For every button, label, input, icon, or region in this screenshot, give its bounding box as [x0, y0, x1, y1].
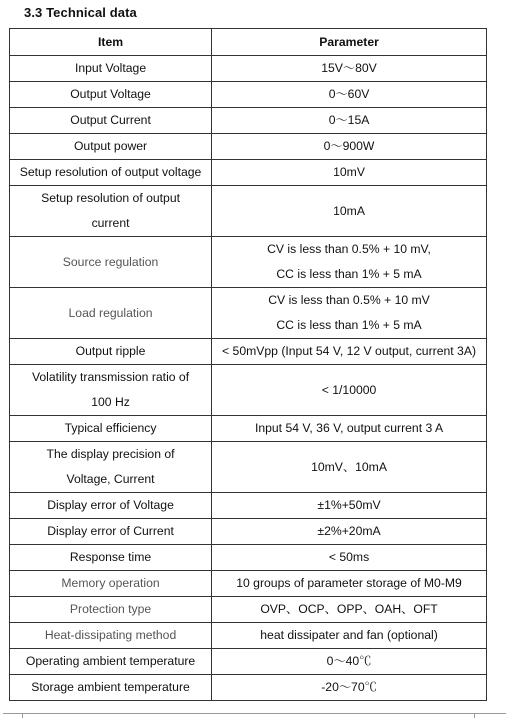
- parameter-cell: 10 groups of parameter storage of M0-M9: [212, 571, 487, 597]
- table-row: [10, 339, 487, 365]
- page-corner-mark-left: [22, 713, 23, 718]
- item-cell: Output Voltage: [10, 82, 212, 108]
- item-cell: [10, 442, 212, 493]
- parameter-cell: 15V～80V: [212, 56, 487, 82]
- item-cell: Setup resolution of output voltage: [10, 160, 212, 186]
- section-title: 3.3 Technical data: [24, 5, 137, 20]
- parameter-cell: 0～900W: [212, 134, 487, 160]
- parameter-cell: < 50mVpp (Input 54 V, 12 V output, current 3A): [212, 339, 487, 365]
- item-cell: Display error of Voltage: [10, 493, 212, 519]
- table-row: [10, 519, 487, 545]
- parameter-line: CV is less than 0.5% + 10 mV: [268, 293, 430, 307]
- table-row: [10, 597, 487, 623]
- parameter-cell: -20～70℃: [212, 675, 487, 701]
- page-corner-mark-right: [474, 713, 475, 718]
- item-cell: Memory operation: [10, 571, 212, 597]
- parameter-line: CC is less than 1% + 5 mA: [276, 318, 422, 332]
- table-row: [10, 545, 487, 571]
- parameter-cell: 10mA: [212, 186, 487, 237]
- item-cell: Source regulation: [10, 237, 212, 288]
- parameter-cell: ±2%+20mA: [212, 519, 487, 545]
- table-row: [10, 108, 487, 134]
- table-row: [10, 416, 487, 442]
- table-row: [10, 442, 487, 493]
- item-line: Voltage, Current: [66, 472, 155, 486]
- parameter-cell: [212, 288, 487, 339]
- table-header-row: [10, 29, 487, 56]
- item-cell: Output power: [10, 134, 212, 160]
- parameter-cell: 10mV、10mA: [212, 442, 487, 493]
- item-line: The display precision of: [46, 447, 175, 461]
- parameter-cell: < 1/10000: [212, 365, 487, 416]
- item-cell: [10, 186, 212, 237]
- item-cell: Input Voltage: [10, 56, 212, 82]
- table-row: [10, 493, 487, 519]
- technical-data-table: [9, 28, 487, 701]
- parameter-line: CC is less than 1% + 5 mA: [276, 267, 422, 281]
- table-row: [10, 186, 487, 237]
- table-row: [10, 365, 487, 416]
- parameter-cell: 0～15A: [212, 108, 487, 134]
- item-line: current: [91, 216, 130, 230]
- table-row: [10, 571, 487, 597]
- header-item: Item: [10, 29, 212, 56]
- item-cell: Display error of Current: [10, 519, 212, 545]
- parameter-line: CV is less than 0.5% + 10 mV,: [267, 242, 431, 256]
- item-cell: Output ripple: [10, 339, 212, 365]
- item-line: Volatility transmission ratio of: [31, 370, 190, 384]
- item-cell: Response time: [10, 545, 212, 571]
- table-row: [10, 623, 487, 649]
- parameter-cell: OVP、OCP、OPP、OAH、OFT: [212, 597, 487, 623]
- table-row: [10, 649, 487, 675]
- page-bottom-rule: [3, 713, 506, 714]
- item-cell: Heat-dissipating method: [10, 623, 212, 649]
- parameter-cell: Input 54 V, 36 V, output current 3 A: [212, 416, 487, 442]
- header-parameter: Parameter: [212, 29, 487, 56]
- parameter-cell: 0～60V: [212, 82, 487, 108]
- item-cell: Protection type: [10, 597, 212, 623]
- item-cell: Storage ambient temperature: [10, 675, 212, 701]
- item-line: 100 Hz: [91, 395, 130, 409]
- item-cell: Output Current: [10, 108, 212, 134]
- item-cell: Typical efficiency: [10, 416, 212, 442]
- table-row: [10, 160, 487, 186]
- parameter-cell: 10mV: [212, 160, 487, 186]
- item-cell: Load regulation: [10, 288, 212, 339]
- table-row: [10, 237, 487, 288]
- table-row: [10, 56, 487, 82]
- table-row: [10, 288, 487, 339]
- table-row: [10, 82, 487, 108]
- parameter-cell: 0～40℃: [212, 649, 487, 675]
- parameter-cell: ±1%+50mV: [212, 493, 487, 519]
- table-row: [10, 675, 487, 701]
- parameter-cell: heat dissipater and fan (optional): [212, 623, 487, 649]
- table-row: [10, 134, 487, 160]
- item-cell: [10, 365, 212, 416]
- item-line: Setup resolution of output: [41, 191, 180, 205]
- parameter-cell: < 50ms: [212, 545, 487, 571]
- parameter-cell: [212, 237, 487, 288]
- item-cell: Operating ambient temperature: [10, 649, 212, 675]
